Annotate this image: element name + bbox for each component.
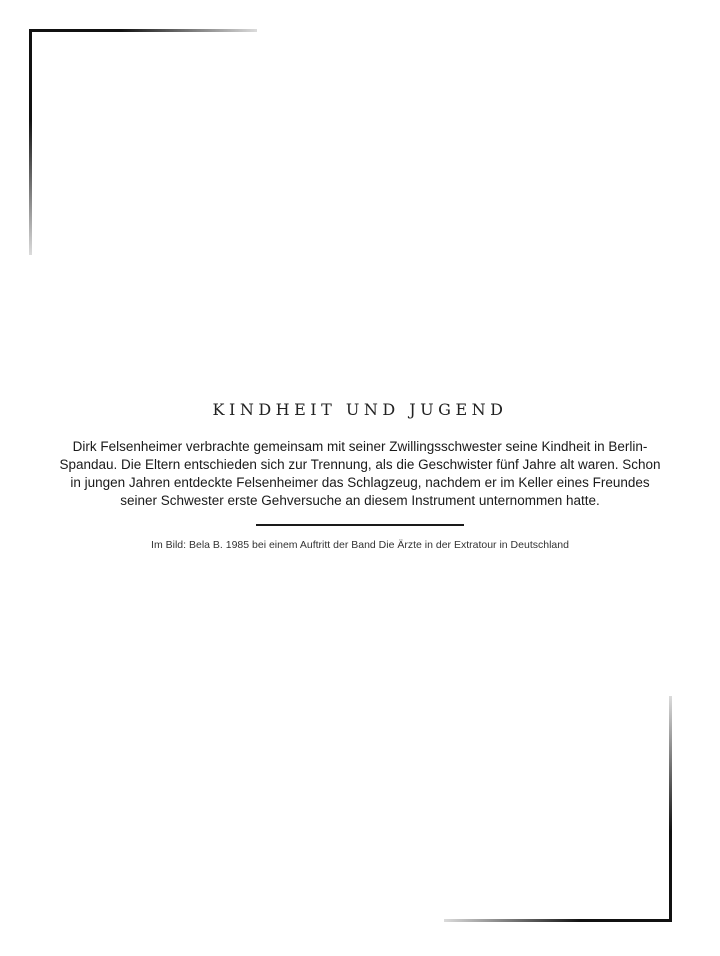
frame-top-left-vertical: [29, 29, 32, 255]
section-paragraph: Dirk Felsenheimer verbrachte gemeinsam mit seiner Zwillingsschwester seine Kindheit in Berlin-Spandau. Die Eltern entschieden sich zur Trennung, als die Geschwister fünf Jahre alt waren. Schon in jungen Jahren entdeckte Felsenheimer das Schlagzeug, nachdem er im Keller eines Freundes seiner Schwester erste Gehversuche an diesem Instrument unternommen hatte.: [59, 439, 661, 508]
section-heading: KINDHEIT UND JUGEND: [212, 400, 508, 419]
frame-bottom-right-horizontal: [444, 919, 672, 922]
image-caption: Im Bild: Bela B. 1985 bei einem Auftritt der Band Die Ärzte in der Extratour in Deutschland: [151, 539, 569, 551]
divider-line: [256, 524, 464, 526]
frame-bottom-right-vertical: [669, 696, 672, 922]
section-content: [40, 400, 680, 551]
frame-top-left-horizontal: [29, 29, 257, 32]
